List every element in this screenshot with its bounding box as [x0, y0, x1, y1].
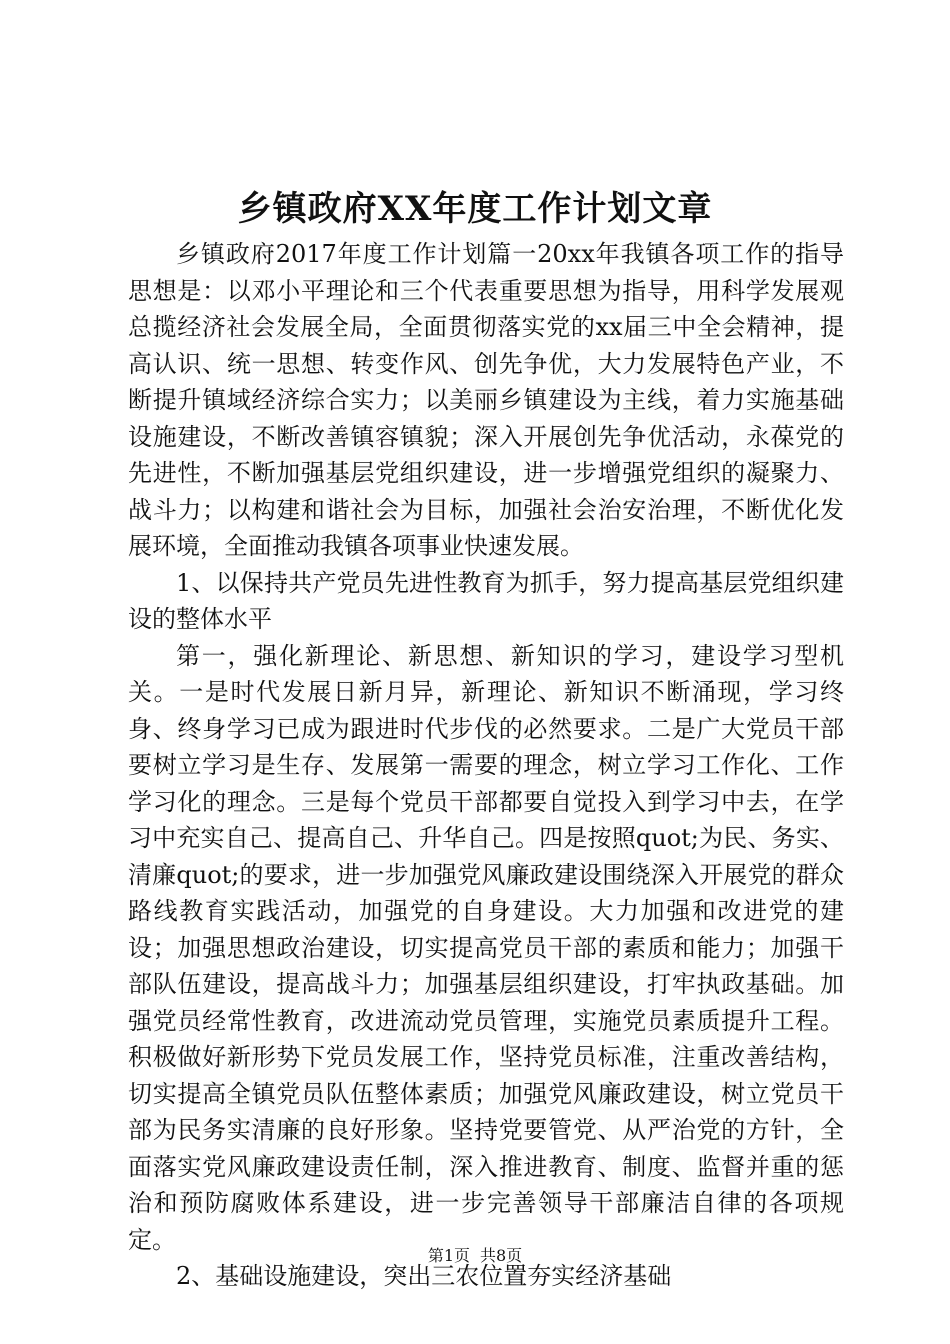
- page-number: 第1页: [427, 1246, 470, 1265]
- paragraph-intro: 乡镇政府2017年度工作计划篇一20xx年我镇各项工作的指导思想是：以邓小平理论和三个代表重要思想为指导，用科学发展观总揽经济社会发展全局，全面贯彻落实党的xx届三中全会精神，提高认识、统一思想、转变作风、创先争优，大力发展特色产业，不断提升镇域经济综合实力；以美丽乡镇建设为主线，着力实施基础设施建设，不断改善镇容镇貌；深入开展创先争优活动，永葆党的先进性，不断加强基层党组织建设，进一步增强党组织的凝聚力、战斗力；以构建和谐社会为目标，加强社会治安治理，不断优化发展环境，全面推动我镇各项事业快速发展。: [128, 240, 844, 560]
- page-footer: [0, 1244, 950, 1268]
- page-total: 共8页: [480, 1246, 523, 1265]
- paragraph-section-1-body: 第一，强化新理论、新思想、新知识的学习，建设学习型机关。一是时代发展日新月异，新理论、新知识不断涌现，学习终身、终身学习已成为跟进时代步伐的必然要求。二是广大党员干部要树立学习是生存、发展第一需要的理念，树立学习工作化、工作学习化的理念。三是每个党员干部都要自觉投入到学习中去，在学习中充实自己、提高自己、升华自己。四是按照quot;为民、务实、清廉quot;的要求，进一步加强党风廉政建设围绕深入开展党的群众路线教育实践活动，加强党的自身建设。大力加强和改进党的建设；加强思想政治建设，切实提高党员干部的素质和能力；加强干部队伍建设，提高战斗力；加强基层组织建设，打牢执政基础。加强党员经常性教育，改进流动党员管理，实施党员素质提升工程。积极做好新形势下党员发展工作，坚持党员标准，注重改善结构，切实提高全镇党员队伍整体素质；加强党风廉政建设，树立党员干部为民务实清廉的良好形象。坚持党要管党、从严治党的方针，全面落实党风廉政建设责任制，深入推进教育、制度、监督并重的惩治和预防腐败体系建设，进一步完善领导干部廉洁自律的各项规定。: [128, 641, 844, 1254]
- paragraph-section-2-heading: 2、基础设施建设，突出三农位置夯实经济基础: [176, 1262, 672, 1290]
- document-title: 乡镇政府XX年度工作计划文章: [237, 189, 713, 229]
- paragraph-section-1-heading: 1、以保持共产党员先进性教育为抓手，努力提高基层党组织建设的整体水平: [128, 568, 844, 633]
- document-body: [128, 236, 844, 1295]
